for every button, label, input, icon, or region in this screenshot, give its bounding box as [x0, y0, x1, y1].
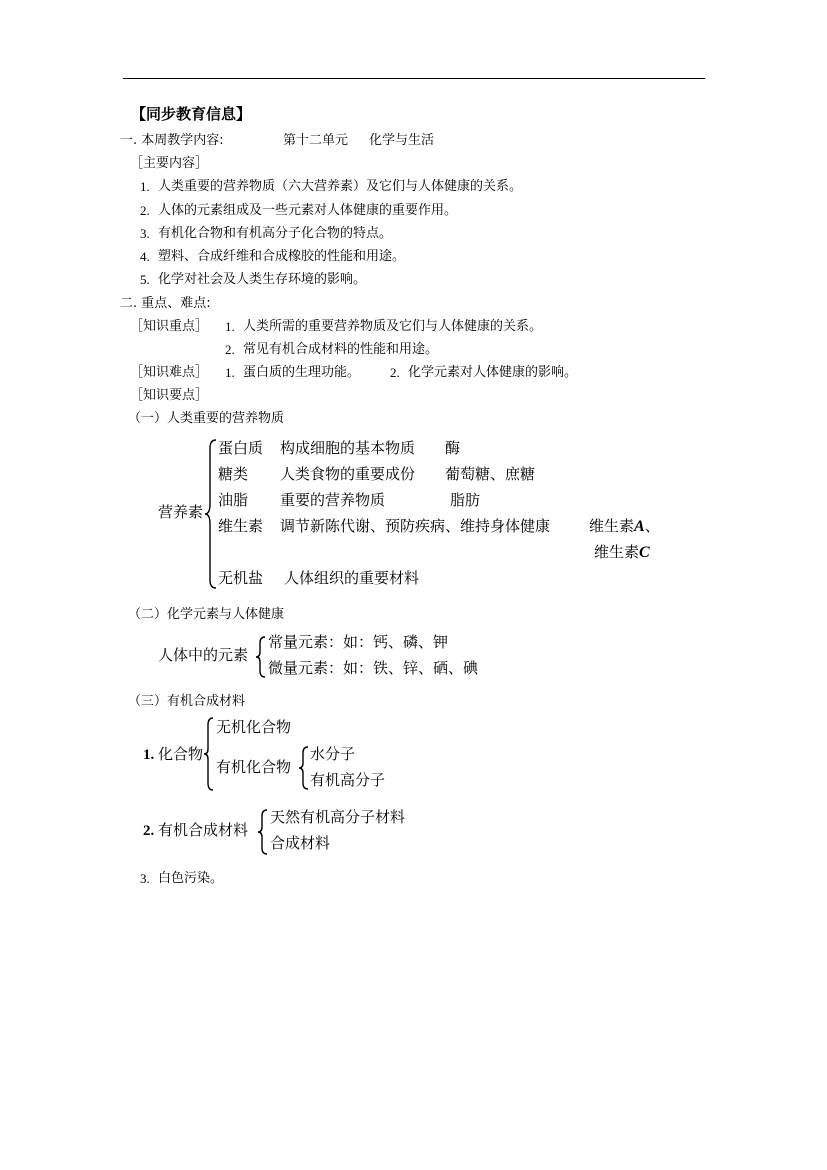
nutrient-name: 维生素: [218, 517, 264, 535]
nutrients-group-label: 营养素: [158, 503, 204, 521]
nutrient-name: 糖类: [218, 465, 249, 483]
difficult-num: 2.: [390, 365, 400, 380]
essentials-label: ［知识要点］: [130, 388, 209, 403]
list-item: 有机化合物和有机高分子化合物的特点。: [158, 226, 393, 241]
white-pollution: 白色污染。: [158, 871, 224, 886]
organic-compound: 有机化合物: [216, 758, 292, 776]
nutrient-name: 油脂: [218, 491, 249, 509]
vitamin-a-label: [589, 519, 660, 535]
key-points-label: ［知识重点］: [130, 319, 209, 334]
section1-label: 一. 本周教学内容:: [120, 133, 224, 148]
list-item-num: 4.: [140, 249, 150, 264]
natural-polymer-material: 天然有机高分子材料: [270, 808, 406, 826]
nutrient-name: 无机盐: [218, 569, 264, 587]
elements-brace: [255, 635, 267, 679]
difficult-point: 蛋白质的生理功能。: [243, 365, 361, 380]
difficult-num: 1.: [225, 365, 235, 380]
item2-num: 2.: [143, 823, 155, 839]
item1-num: 1.: [143, 747, 155, 763]
nutrient-desc: 人类食物的重要成份: [280, 465, 416, 483]
list-item-num: 5.: [140, 272, 150, 287]
key-point-num: 1.: [225, 319, 235, 334]
vitamin-c-letter: C: [639, 544, 650, 561]
nutrient-desc: 重要的营养物质: [280, 491, 386, 509]
nutrient-extra: 葡萄糖、庶糖: [445, 465, 536, 483]
list-item: 塑料、合成纤维和合成橡胶的性能和用途。: [158, 249, 406, 264]
key-point: 常见有机合成材料的性能和用途。: [243, 342, 439, 357]
synthetic-material: 合成材料: [270, 834, 331, 852]
section2-label: 二. 重点、难点:: [120, 296, 211, 311]
compounds-brace: [203, 716, 215, 792]
part3-heading: （三）有机合成材料: [128, 694, 246, 709]
compounds-label: 化合物: [158, 745, 204, 763]
list-item: 人体的元素组成及一些元素对人体健康的重要作用。: [158, 203, 458, 218]
difficult-label: ［知识难点］: [130, 365, 209, 380]
trace-elements: 微量元素：如：铁、锌、硒、碘: [268, 659, 479, 677]
vitamin-a-suffix: 、: [644, 517, 660, 535]
inorganic-compound: 无机化合物: [216, 718, 292, 736]
synthetic-materials-label: 有机合成材料: [158, 821, 249, 839]
nutrient-name: 蛋白质: [218, 439, 264, 457]
vitamin-c-prefix: 维生素: [594, 543, 640, 561]
nutrient-extra: 脂肪: [450, 491, 481, 509]
section1-unit: 第十二单元: [283, 133, 349, 148]
elements-group-label: 人体中的元素: [158, 646, 249, 664]
nutrient-extra: 酶: [445, 439, 461, 457]
nutrient-desc: 人体组织的重要材料: [284, 569, 420, 587]
vitamin-c-label: [594, 545, 650, 561]
part1-heading: （一）人类重要的营养物质: [128, 411, 285, 426]
part2-heading: （二）化学元素与人体健康: [128, 607, 285, 622]
difficult-point: 化学元素对人体健康的影响。: [408, 365, 578, 380]
water-molecule: 水分子: [310, 745, 356, 763]
list-item-num: 2.: [140, 203, 150, 218]
key-point: 人类所需的重要营养物质及它们与人体健康的关系。: [243, 319, 543, 334]
section1-topic: 化学与生活: [369, 133, 435, 148]
item3-num: 3.: [140, 871, 150, 886]
organic-polymer: 有机高分子: [310, 771, 386, 789]
nutrients-brace: [204, 438, 218, 590]
nutrient-desc: 调节新陈代谢、预防疾病、维持身体健康: [280, 517, 551, 535]
doc-title: 【同步教育信息】: [131, 105, 252, 123]
macro-elements: 常量元素：如：钙、磷、钾: [268, 633, 449, 651]
list-item-num: 1.: [140, 179, 150, 194]
list-item-num: 3.: [140, 226, 150, 241]
header-rule: [123, 78, 705, 79]
organic-brace: [298, 745, 310, 791]
list-item: 人类重要的营养物质（六大营养素）及它们与人体健康的关系。: [158, 179, 523, 194]
nutrient-desc: 构成细胞的基本物质: [280, 439, 416, 457]
list-item: 化学对社会及人类生存环境的影响。: [158, 272, 367, 287]
key-point-num: 2.: [225, 342, 235, 357]
vitamin-a-prefix: 维生素: [589, 517, 635, 535]
vitamin-a-letter: A: [634, 518, 645, 535]
synthetic-brace: [257, 808, 269, 856]
main-content-label: ［主要内容］: [130, 156, 209, 171]
